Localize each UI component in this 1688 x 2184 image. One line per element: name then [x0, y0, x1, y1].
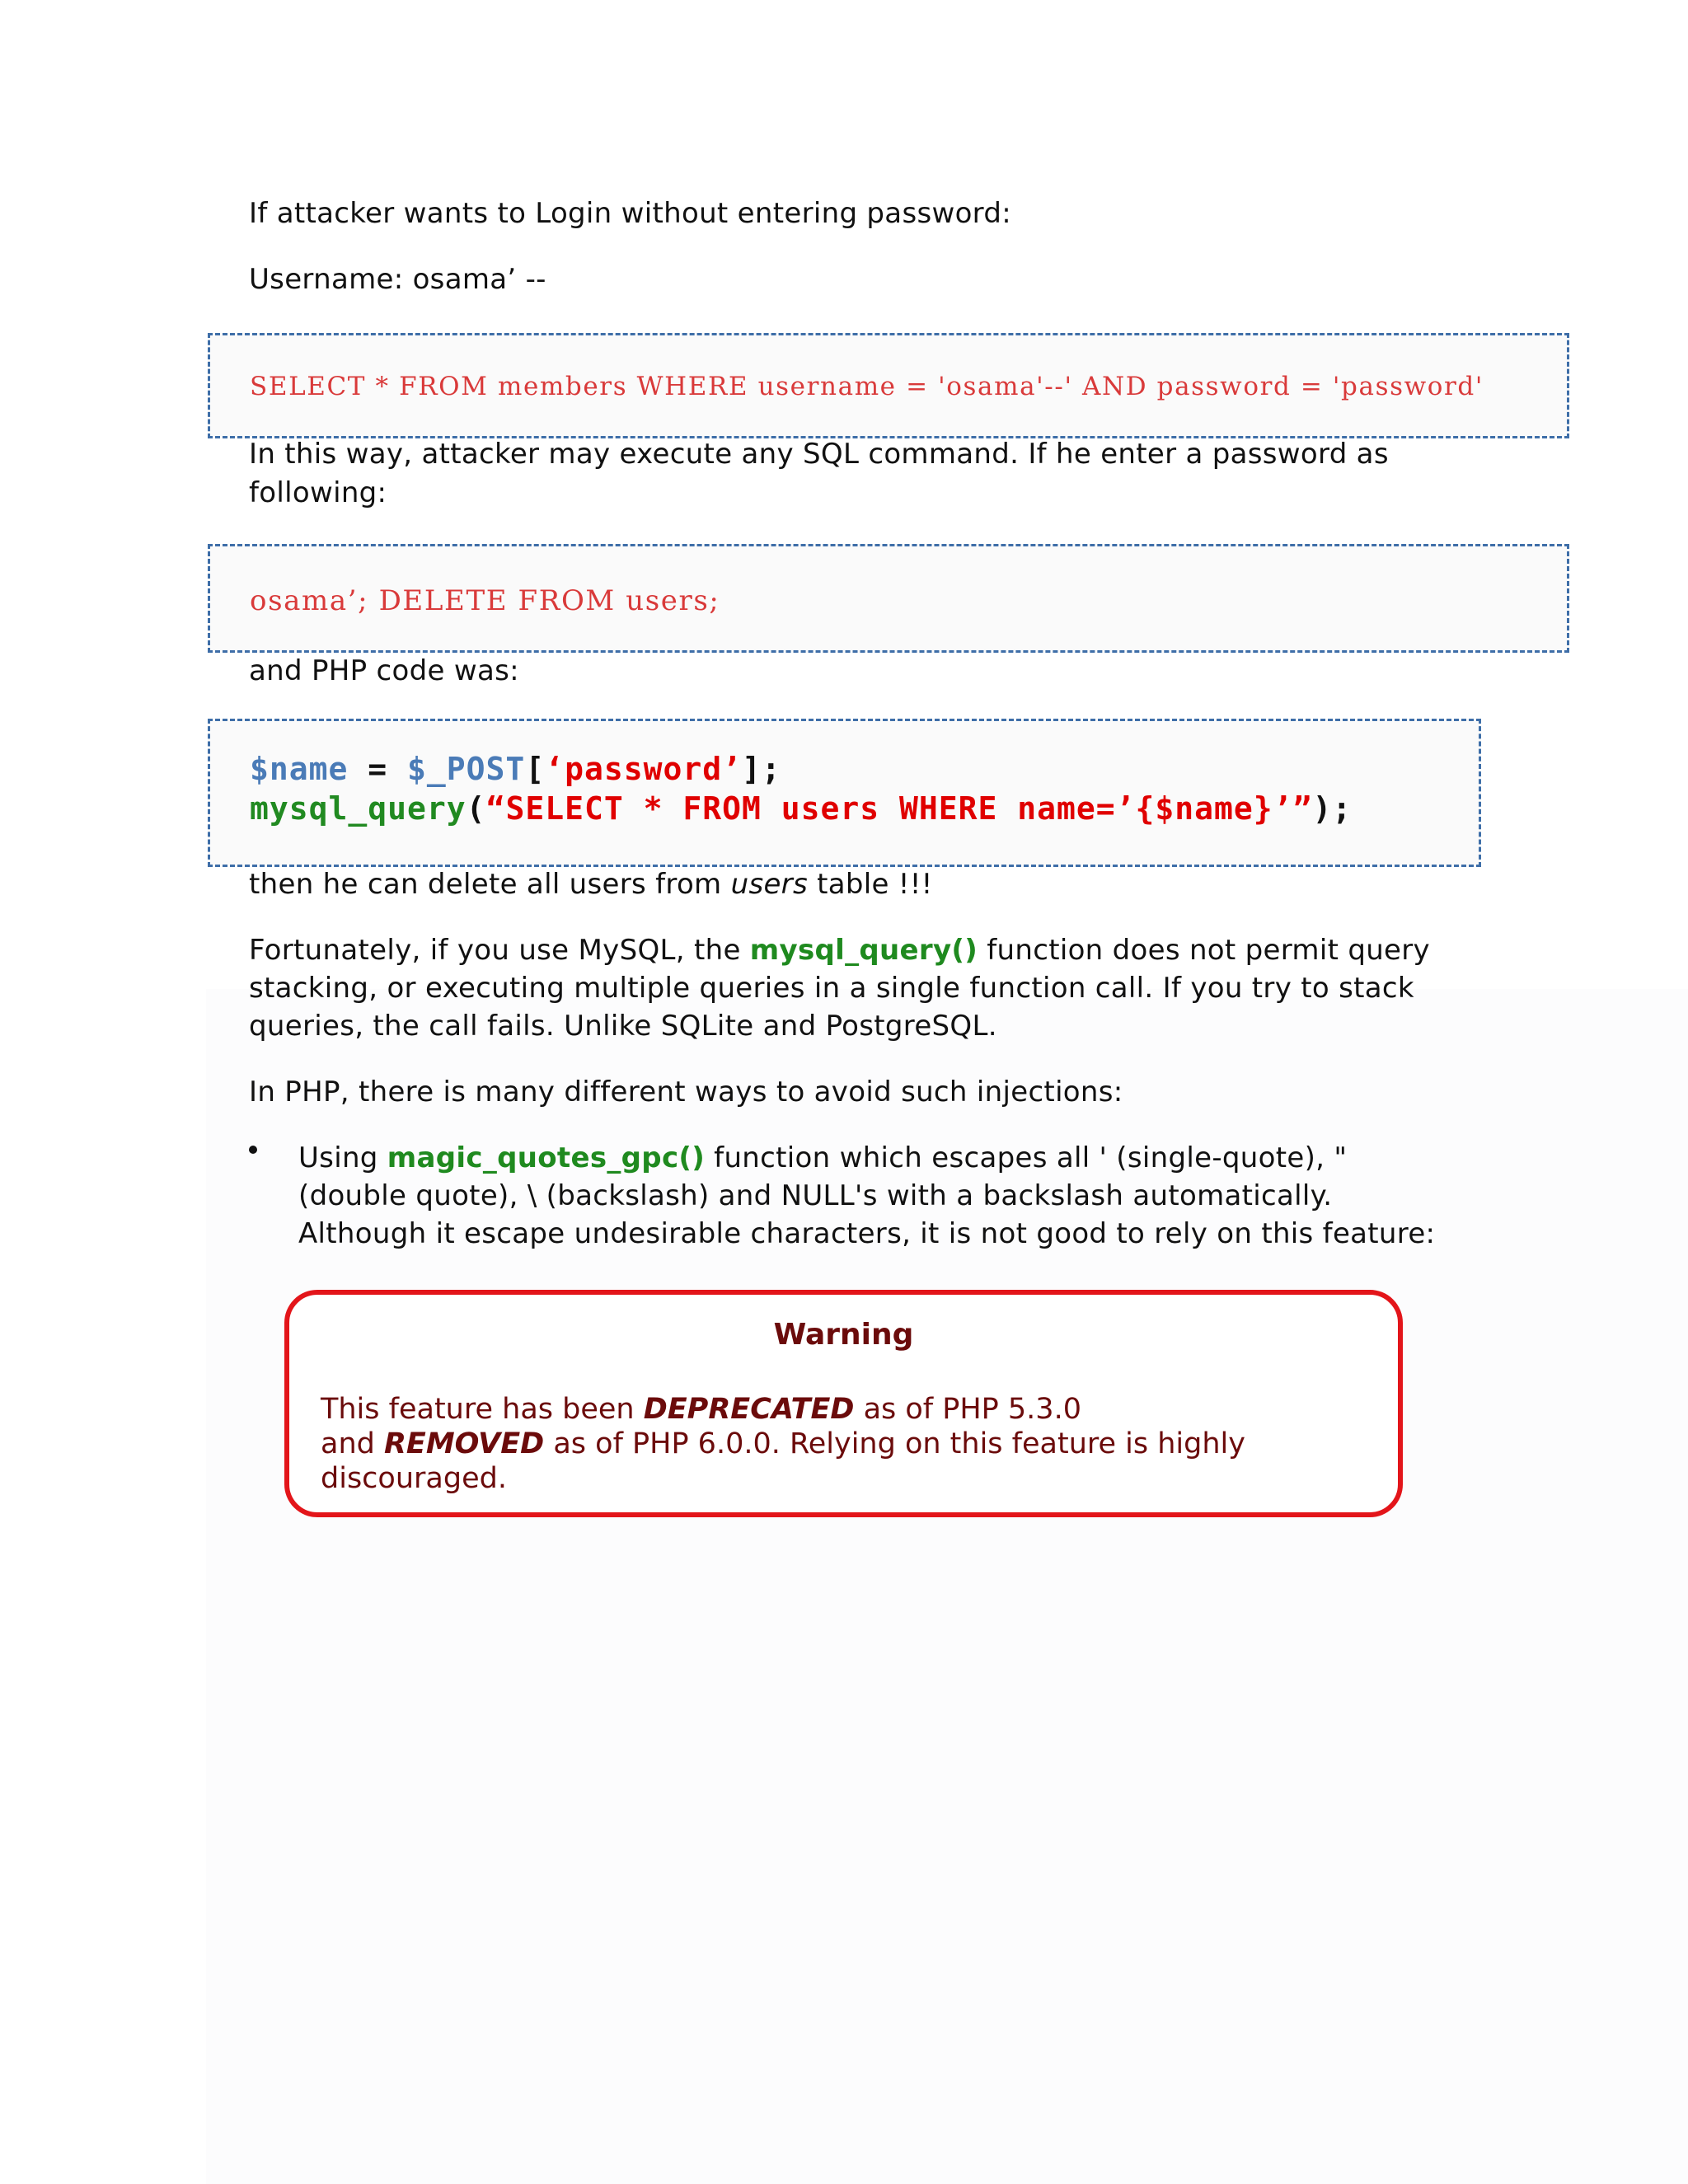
bullet-line: Although it escape undesirable characters, it is not good to rely on this feature: [298, 1217, 1436, 1250]
bullet-icon [249, 1146, 257, 1154]
php-bracket-open: [ [525, 751, 546, 787]
removed-label: REMOVED [383, 1427, 545, 1460]
paragraph-line: In PHP, there is many different ways to avoid such injections: [249, 1076, 1123, 1108]
warning-title: Warning [773, 1318, 914, 1352]
bullet-item [298, 1139, 1435, 1253]
php-line-2 [250, 790, 1352, 827]
italic-users: users [730, 868, 808, 901]
sql-code: SELECT * FROM members WHERE username = 'osama'--' AND password = 'password' [250, 372, 1484, 401]
warning-box [284, 1290, 1403, 1517]
php-paren-open: ( [466, 790, 486, 827]
php-bracket-close: ]; [741, 751, 781, 787]
warning-line: This feature has been DEPRECATED as of PHP 5.3.0 [321, 1393, 1081, 1426]
bullet-line: Using magic_quotes_gpc() function which escapes all ' (single-quote), " [298, 1141, 1348, 1174]
php-post: $_POST [407, 751, 526, 787]
password-code-box [208, 544, 1569, 653]
paragraph-line: then he can delete all users from users table !!! [249, 868, 933, 901]
php-var: $name [250, 751, 349, 787]
php-paren-close: ); [1312, 790, 1353, 827]
warning-body [321, 1392, 1245, 1496]
php-line-1 [250, 751, 781, 787]
php-query-string: “SELECT * FROM users WHERE name=’{$name}’” [485, 790, 1313, 827]
paragraph-line: stacking, or executing multiple queries in a single function call. If you try to stack [249, 972, 1414, 1005]
username-line: Username: osama’ -- [249, 263, 546, 296]
bullet-line: (double quote), \ (backslash) and NULL's with a backslash automatically. [298, 1179, 1333, 1212]
php-func: mysql_query [250, 790, 467, 827]
sql-code-box [208, 333, 1569, 438]
intro-line: If attacker wants to Login without entering password: [249, 197, 1012, 230]
paragraph-line: following: [249, 476, 387, 509]
password-code: osama’; DELETE FROM users; [250, 584, 720, 617]
paragraph-line: Fortunately, if you use MySQL, the mysql_query() function does not permit query [249, 934, 1430, 967]
paragraph-line: and PHP code was: [249, 654, 519, 687]
mysql-query-fn: mysql_query() [749, 934, 978, 967]
warning-line: discouraged. [321, 1462, 507, 1495]
php-post-key: ‘password’ [545, 751, 742, 787]
magic-quotes-fn: magic_quotes_gpc() [387, 1141, 706, 1174]
paragraph-line: queries, the call fails. Unlike SQLite and PostgreSQL. [249, 1010, 997, 1043]
warning-line: and REMOVED as of PHP 6.0.0. Relying on this feature is highly [321, 1427, 1245, 1460]
php-assign: = [348, 751, 408, 787]
paragraph-line: In this way, attacker may execute any SQL command. If he enter a password as [249, 438, 1389, 471]
php-code-box [208, 719, 1481, 867]
deprecated-label: DEPRECATED [643, 1393, 855, 1426]
